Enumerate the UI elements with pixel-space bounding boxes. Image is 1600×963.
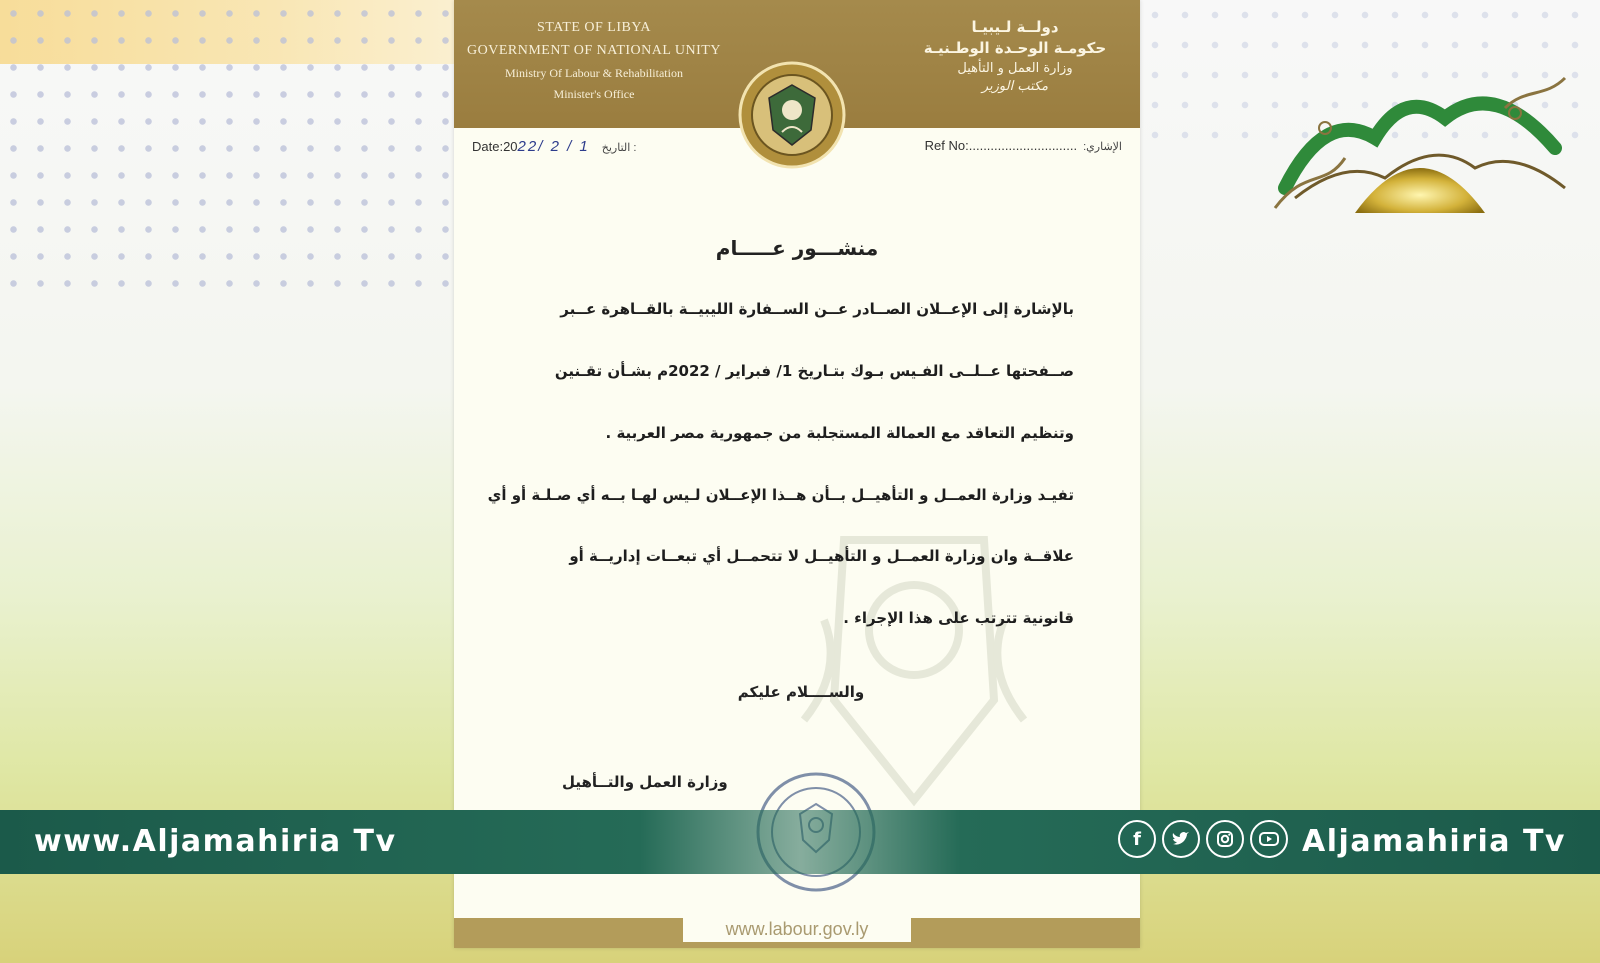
instagram-icon[interactable] — [1206, 820, 1244, 858]
decorative-dot-pattern — [0, 0, 455, 290]
paragraph-line: تفيـد وزارة العمــل و التأهيــل بــأن هــذا الإعــلان لـيس لهـا بــه أي صـلـة أو أي — [487, 486, 1074, 504]
date-value: 22/ 2 / 1 — [517, 138, 590, 155]
date-field — [472, 138, 636, 155]
aljamahiria-tv-logo-icon — [1265, 68, 1575, 218]
paragraph-line: وتنظيم التعاقد مع العمالة المستجلبة من جمهورية مصر العربية . — [605, 424, 1074, 442]
channel-website-text: www.Aljamahiria Tv — [34, 824, 397, 859]
closing-greeting — [454, 683, 1140, 701]
letterhead-ministry: Ministry Of Labour & Rehabilitation — [505, 66, 683, 80]
signature-line: وزارة العمل والتــأهيل — [562, 773, 728, 791]
youtube-icon[interactable] — [1250, 820, 1288, 858]
government-emblem-icon — [737, 60, 847, 170]
social-icons-group — [1118, 820, 1288, 858]
paragraph-line: قانونية تترتب على هذا الإجراء . — [843, 609, 1074, 627]
letterhead-office-ar: مكتب الوزير — [981, 79, 1049, 94]
letterhead-english — [464, 20, 724, 102]
letterhead-office: Minister's Office — [553, 87, 635, 101]
reference-label-ar: :الإشاري — [1083, 141, 1122, 153]
letterhead-arabic — [910, 18, 1120, 94]
reference-label: Ref No:.............................. — [924, 138, 1078, 153]
closing-greeting-text: والســــلام عليكم — [737, 683, 865, 701]
letterhead-ministry-ar: وزارة العمل و التأهيل — [957, 61, 1073, 76]
date-label: Date:20 — [472, 139, 518, 154]
facebook-icon[interactable]: f — [1118, 820, 1156, 858]
paragraph-line: علاقــة وان وزارة العمــل و التأهيــل لا تتحمــل أي تبعــات إداريــة أو — [569, 547, 1074, 565]
letterhead-government: GOVERNMENT OF NATIONAL UNITY — [467, 43, 721, 58]
twitter-icon[interactable] — [1162, 820, 1200, 858]
date-label-ar: التاريخ : — [601, 142, 637, 154]
reference-field — [925, 138, 1122, 153]
letterhead-state-ar: دولــة لـيبيـا — [971, 18, 1059, 36]
paragraph-line: بالإشارة إلى الإعــلان الصــادر عــن الســفارة الليبيــة بالقــاهرة عــبر — [560, 300, 1074, 318]
footer-url: www.labour.gov.ly — [683, 916, 911, 942]
document-title: منشـــور عـــــام — [715, 236, 879, 260]
channel-name-text: Aljamahiria Tv — [1302, 824, 1566, 859]
paragraph-line: صــفحتها عــلــى الفـيس بـوك بتـاريخ 1/ فبراير / 2022م بشـأن تقـنين — [554, 362, 1074, 380]
letterhead-state: STATE OF LIBYA — [537, 20, 651, 35]
document-page — [454, 0, 1140, 948]
letterhead-government-ar: حكومـة الوحـدة الوطـنيـة — [923, 39, 1107, 57]
